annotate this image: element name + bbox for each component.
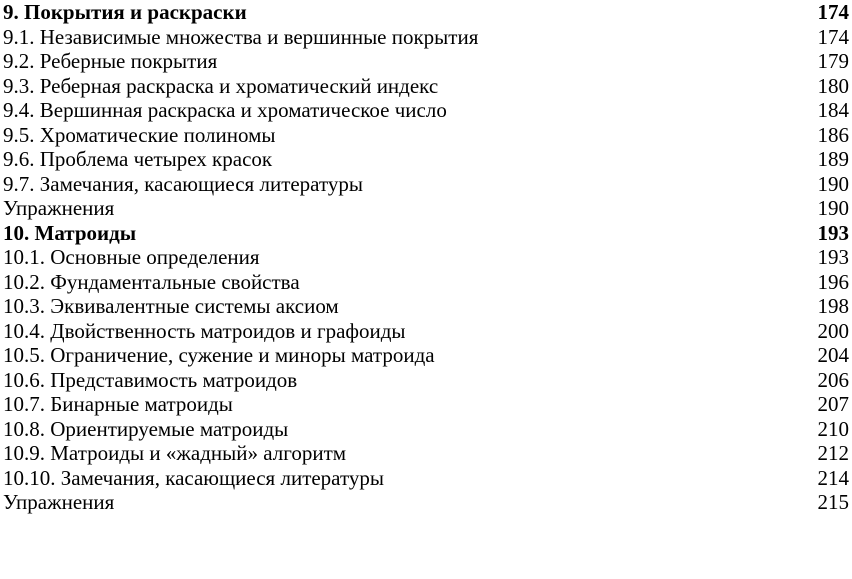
- toc-section-row: [3, 74, 849, 99]
- toc-entry-page: 179: [817, 49, 849, 73]
- toc-entry-title: 9.7. Замечания, касающиеся литературы: [3, 171, 363, 196]
- toc-section-row: [3, 49, 849, 74]
- toc-entry-title: 9.2. Реберные покрытия: [3, 49, 218, 73]
- toc-section-row: [3, 466, 849, 491]
- toc-entry-title: 10.8. Ориентируемые матроиды: [3, 416, 289, 441]
- toc-section-row: [3, 417, 849, 442]
- toc-entry-title: 10. Матроиды: [3, 220, 137, 245]
- toc-section-row: [3, 343, 849, 368]
- toc-chapter-row: [3, 221, 849, 246]
- toc-entry-page: 207: [817, 392, 849, 416]
- toc-section-row: [3, 98, 849, 123]
- toc-entry-title: 9.1. Независимые множества и вершинные покрытия: [3, 24, 479, 49]
- toc-entry-title: 9. Покрытия и раскраски: [3, 0, 247, 24]
- toc-entry-page: 196: [817, 269, 849, 294]
- toc-entry-page: 198: [817, 294, 849, 318]
- toc-entry-title: 10.6. Представимость матроидов: [3, 367, 298, 392]
- toc-entry-page: 190: [817, 171, 849, 196]
- toc-section-row: [3, 392, 849, 417]
- table-of-contents: [3, 0, 849, 515]
- toc-entry-title: 10.9. Матроиды и «жадный» алгоритм: [3, 441, 347, 465]
- toc-entry-title: 10.5. Ограничение, сужение и миноры матроида: [3, 343, 435, 367]
- toc-entry-page: 174: [817, 24, 849, 49]
- toc-section-row: [3, 294, 849, 319]
- toc-section-row: [3, 196, 849, 221]
- toc-entry-page: 214: [817, 465, 849, 490]
- toc-entry-title: 10.4. Двойственность матроидов и графоиды: [3, 318, 406, 343]
- toc-section-row: [3, 172, 849, 197]
- toc-entry-title: 9.4. Вершинная раскраска и хроматическое число: [3, 98, 447, 122]
- toc-chapter-row: [3, 0, 849, 25]
- toc-section-row: [3, 147, 849, 172]
- toc-section-row: [3, 319, 849, 344]
- toc-entry-page: 212: [817, 441, 849, 465]
- toc-entry-page: 180: [817, 73, 849, 98]
- toc-entry-title: 10.7. Бинарные матроиды: [3, 392, 233, 416]
- toc-entry-title: 9.5. Хроматические полиномы: [3, 122, 276, 147]
- toc-entry-title: 10.10. Замечания, касающиеся литературы: [3, 465, 384, 490]
- toc-entry-page: 184: [817, 98, 849, 122]
- toc-section-row: [3, 368, 849, 393]
- toc-entry-page: 193: [817, 245, 849, 269]
- toc-entry-page: 189: [817, 147, 849, 171]
- toc-entry-page: 215: [817, 490, 849, 514]
- toc-section-row: [3, 441, 849, 466]
- toc-entry-page: 190: [817, 196, 849, 220]
- toc-entry-title: 9.6. Проблема четырех красок: [3, 147, 273, 171]
- toc-entry-title: 10.2. Фундаментальные свойства: [3, 269, 300, 294]
- toc-entry-title: Упражнения: [3, 490, 115, 514]
- toc-entry-title: 10.1. Основные определения: [3, 245, 260, 269]
- toc-entry-title: 9.3. Реберная раскраска и хроматический индекс: [3, 73, 439, 98]
- toc-section-row: [3, 270, 849, 295]
- toc-entry-page: 204: [817, 343, 849, 367]
- toc-entry-page: 200: [817, 318, 849, 343]
- toc-section-row: [3, 123, 849, 148]
- toc-entry-page: 193: [817, 220, 849, 245]
- toc-entry-page: 174: [817, 0, 849, 24]
- toc-entry-title: Упражнения: [3, 196, 115, 220]
- toc-section-row: [3, 25, 849, 50]
- toc-entry-page: 210: [817, 416, 849, 441]
- toc-entry-page: 186: [817, 122, 849, 147]
- toc-section-row: [3, 245, 849, 270]
- toc-entry-page: 206: [817, 367, 849, 392]
- toc-entry-title: 10.3. Эквивалентные системы аксиом: [3, 294, 339, 318]
- toc-section-row: [3, 490, 849, 515]
